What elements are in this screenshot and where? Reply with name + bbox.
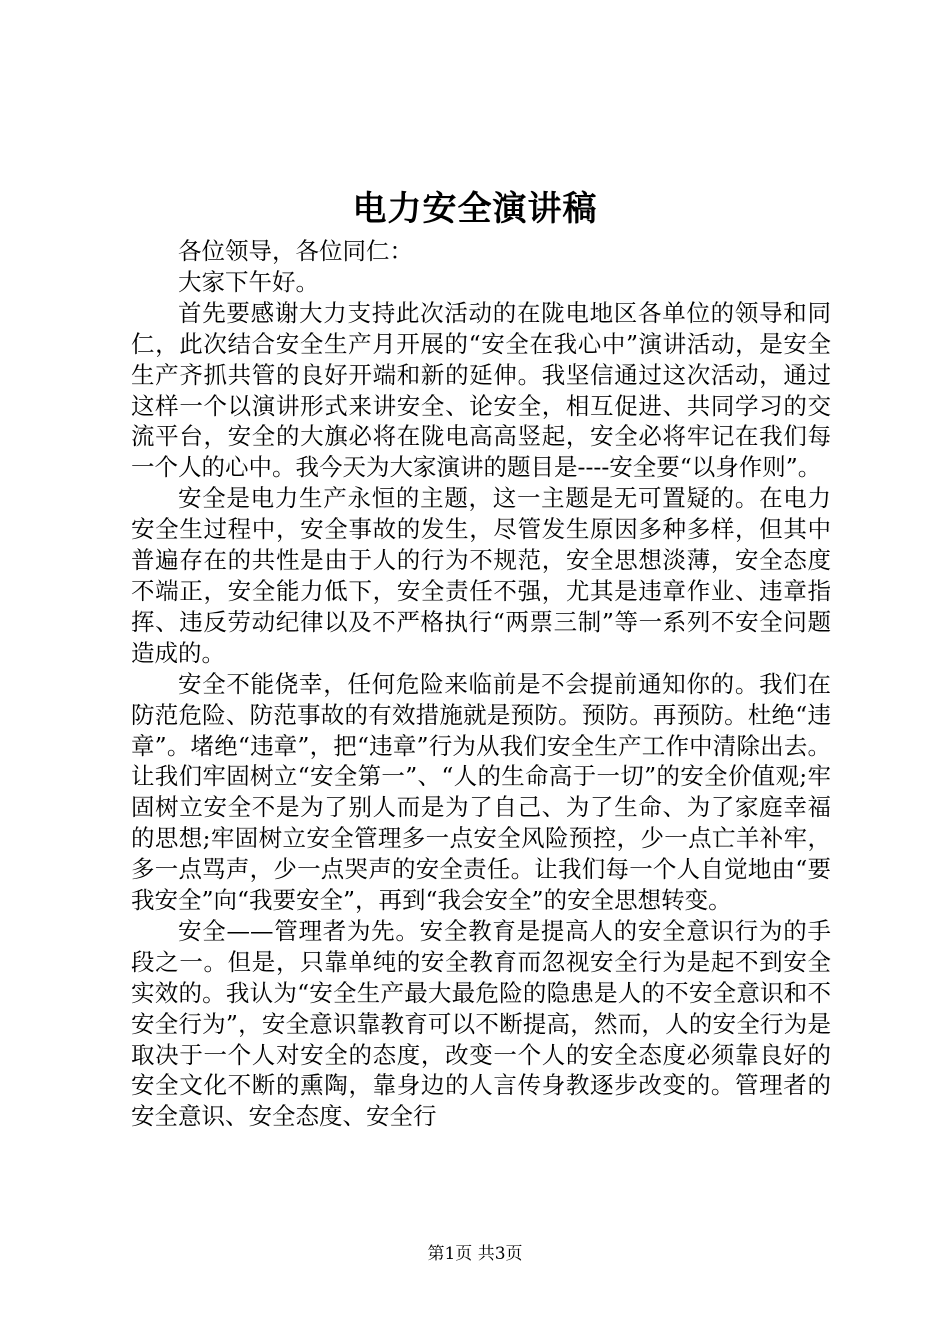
paragraph: 安全是电力生产永恒的主题，这一主题是无可置疑的。在电力安全生过程中，安全事故的发生，尽管发生原因多种多样，但其中普遍存在的共性是由于人的行为不规范，安全思想淡薄，安全态度不端正，安全能力低下，安全责任不强，尤其是违章作业、违章指挥、违反劳动纪律以及不严格执行“两票三制”等一系列不安全问题造成的。 <box>131 484 831 667</box>
greeting: 大家下午好。 <box>178 267 319 296</box>
salutation: 各位领导，各位同仁： <box>178 237 413 265</box>
paragraph: 首先要感谢大力支持此次活动的在陇电地区各单位的领导和同仁，此次结合安全生产月开展的“安全在我心中”演讲活动，是安全生产齐抓共管的良好开端和新的延伸。我坚信通过这次活动，通过这样一个以演讲形式来讲安全、论安全，相互促进、共同学习的交流平台，安全的大旗必将在陇电高高竖起，安全必将牢记在我们每一个人的心中。我今天为大家演讲的题目是----安全要“以身作则”。 <box>131 298 831 482</box>
page-footer: 第1页 共3页 <box>427 1244 523 1264</box>
paragraph: 安全——管理者为先。安全教育是提高人的安全意识行为的手段之一。但是，只靠单纯的安全教育而忽视安全行为是起不到安全实效的。我认为“安全生产最大最危险的隐患是人的不安全意识和不安全行为”，安全意识靠教育可以不断提高，然而，人的安全行为是取决于一个人对安全的态度，改变一个人的安全态度必须靠良好的安全文化不断的熏陶，靠身边的人言传身教逐步改变的。管理者的安全意识、安全态度、安全行 <box>131 916 831 1131</box>
paragraph: 安全不能侥幸，任何危险来临前是不会提前通知你的。我们在防范危险、防范事故的有效措施就是预防。预防。再预防。杜绝“违章”。堵绝“违章”，把“违章”行为从我们安全生产工作中清除出去。让我们牢固树立“安全第一”、“人的生命高于一切”的安全价值观;牢固树立安全不是为了别人而是为了自己、为了生命、为了家庭幸福的思想;牢固树立安全管理多一点安全风险预控，少一点亡羊补牢，多一点骂声，少一点哭声的安全责任。让我们每一个人自觉地由“要我安全”向“我要安全”，再到“我会安全”的安全思想转变。 <box>131 669 831 915</box>
document-title: 电力安全演讲稿 <box>352 189 598 229</box>
document-body <box>131 236 831 1132</box>
